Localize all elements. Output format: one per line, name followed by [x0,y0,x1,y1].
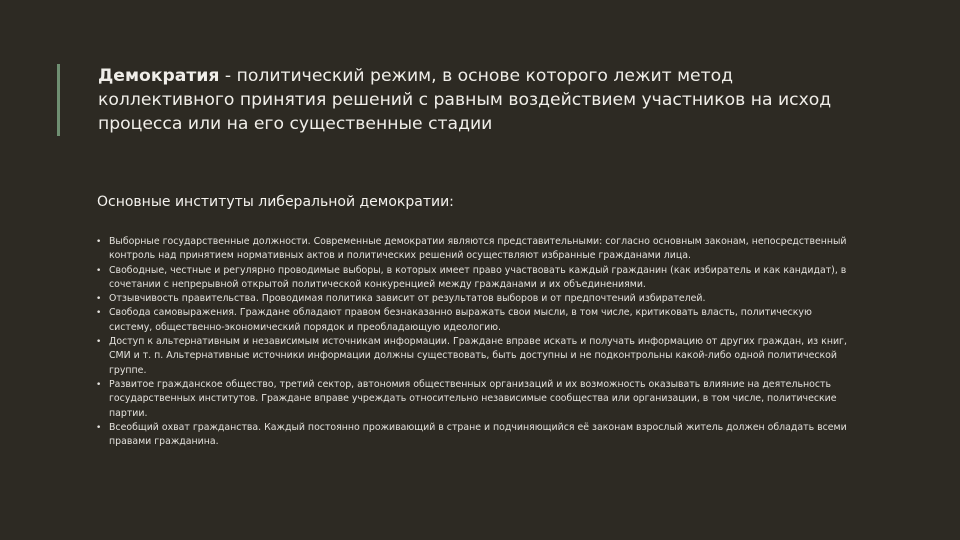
list-item-text: Отзывчивость правительства. Проводимая политика зависит от результатов выборов и от предпочтений избирателей. [109,293,706,305]
bullet-icon: • [96,265,102,276]
list-item [96,264,856,293]
list-item-text: Свобода самовыражения. Граждане обладают правом безнаказанно выражать свои мысли, в том числе, критиковать власть, политическую систему, общественно-экономический порядок и преобладающую идеологию. [109,307,812,333]
list-item-text: Доступ к альтернативным и независимым источникам информации. Граждане вправе искать и получать информацию от других граждан, из книг, СМИ и т. п. Альтернативные источники информации должны существовать, быть доступны и не подконтрольны какой-либо одной политической группе. [109,336,847,376]
accent-bar [57,64,60,136]
list-item-text: Развитое гражданское общество, третий сектор, автономия общественных организаций и их возможность оказывать влияние на деятельность государственных институтов. Граждане вправе учреждать относительно независимые сообщества или организации, в том числе, политические партии. [109,378,837,419]
list-item [96,292,856,306]
bullet-icon: • [96,308,102,319]
definition-paragraph [98,64,858,136]
institutions-list [96,235,856,449]
bullet-icon: • [96,237,102,247]
definition-text: политический режим, в основе которого лежит метод коллективного принятия решений с равным воздействием участников на исход процесса или на его существенные стадии [98,66,832,134]
bullet-icon: • [96,337,102,348]
bullet-icon: • [96,294,102,305]
bullet-icon: • [96,379,102,390]
bullet-icon: • [96,422,102,433]
list-item-text: Выборные государственные должности. Современные демократии являются представительными: согласно основным законам, непосредственный контроль над принятием нормативных актов и политических решений осуществляют избранные гражданами лица. [109,236,847,262]
list-item-text: Свободные, честные и регулярно проводимые выборы, в которых имеет право участвовать каждый гражданин (как избиратель и как кандидат), в сочетании с непрерывной открытой политической конкуренцией между гражданами и их объединениями. [109,264,847,290]
list-item [96,306,856,335]
section-title: Основные институты либеральной демократии: [97,194,454,210]
list-item [96,378,856,421]
definition-separator: - [219,66,237,86]
definition-term: Демократия [98,66,220,86]
list-item [96,235,856,264]
list-item [96,421,856,450]
list-item-text: Всеобщий охват гражданства. Каждый постоянно проживающий в стране и подчиняющийся её законам взрослый житель должен обладать всеми правами гражданина. [109,421,847,448]
list-item [96,335,856,378]
